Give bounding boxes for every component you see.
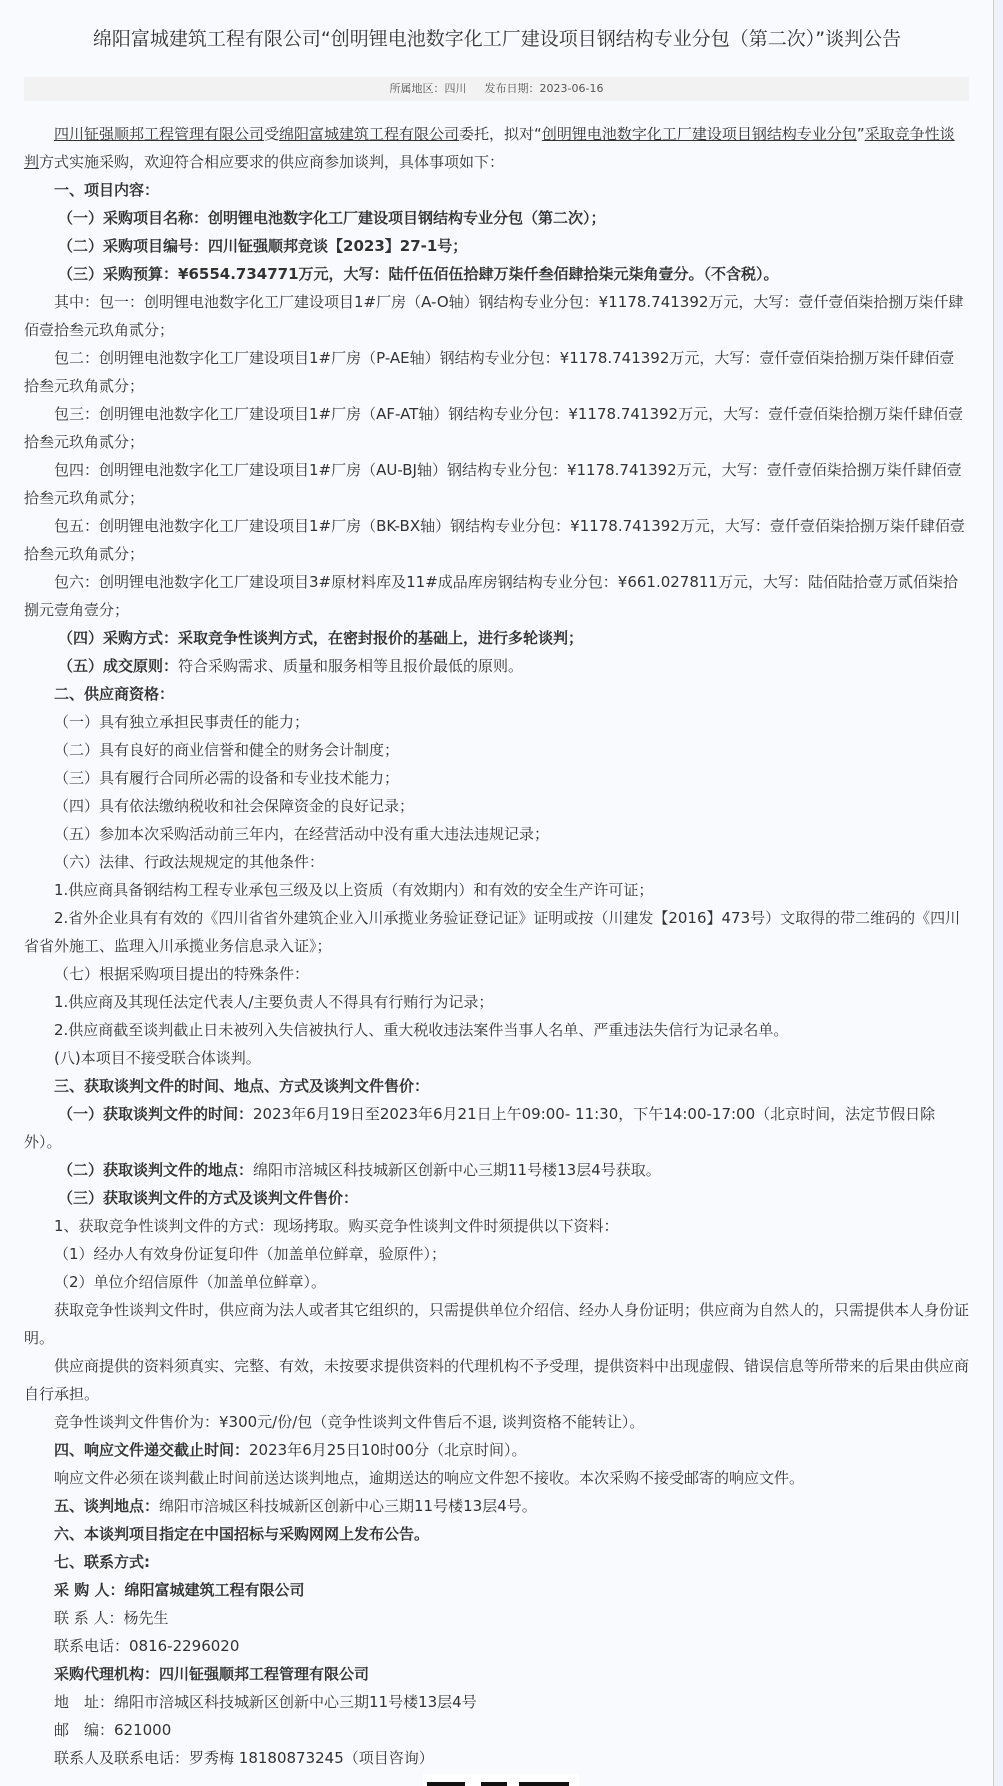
section-heading: 一、项目内容： xyxy=(54,181,160,199)
image-fragment xyxy=(481,1782,507,1786)
embedded-image-cropped xyxy=(423,1774,579,1786)
field-label: （二）获取谈判文件的地点： xyxy=(58,1161,254,1179)
agency-postcode: 邮 编：621000 xyxy=(54,1721,172,1739)
intro-text: ” xyxy=(856,125,865,143)
method-link[interactable]: 采取竞争性谈判 xyxy=(24,125,955,171)
field-label: （一）采购项目名称： xyxy=(58,209,209,227)
project-budget xyxy=(24,260,969,288)
response-deadline xyxy=(24,1436,969,1464)
document-way-item: （1）经办人有效身份证复印件（加盖单位鲜章，验原件）； xyxy=(54,1245,447,1263)
qualification-item: （五）参加本次采购活动前三年内，在经营活动中没有重大违法违规记录； xyxy=(54,825,550,843)
package-item: 包五：创明锂电池数字化工厂建设项目1#厂房（BK-BX轴）钢结构专业分包：¥1178.741392万元，大写：壹仟壹佰柒拾捌万柒仟肆佰壹拾叁元玖角贰分； xyxy=(24,517,965,563)
buyer-phone: 联系电话：0816-2296020 xyxy=(54,1637,240,1655)
field-label: （二）采购项目编号： xyxy=(58,237,209,255)
qualification-item: 1.供应商及其现任法定代表人/主要负责人不得具有行贿行为记录； xyxy=(54,993,494,1011)
region-label: 所属地区：四川 xyxy=(389,82,467,95)
field-label: 五、谈判地点： xyxy=(54,1497,160,1515)
project-link[interactable]: 创明锂电池数字化工厂建设项目钢结构专业分包 xyxy=(541,125,857,143)
field-value: 2023年6月25日10时00分（北京时间）。 xyxy=(249,1441,527,1459)
field-value: 符合采购需求、质量和服务相等且报价最低的原则。 xyxy=(178,657,524,675)
package-item: 包四：创明锂电池数字化工厂建设项目1#厂房（AU-BJ轴）钢结构专业分包：¥1178.741392万元，大写：壹仟壹佰柒拾捌万柒仟肆佰壹拾叁元玖角贰分； xyxy=(24,461,962,507)
agency-address: 地 址：绵阳市涪城区科技城新区创新中心三期11号楼13层4号 xyxy=(54,1693,477,1711)
qualification-item: （四）具有依法缴纳税收和社会保障资金的良好记录； xyxy=(54,797,415,815)
field-label: （三）采购预算： xyxy=(58,265,179,283)
field-value: 四川钲强顺邦竞谈【2023】27-1号； xyxy=(208,237,468,255)
qualification-item: (八)本项目不接受联合体谈判。 xyxy=(54,1049,261,1067)
window-edge-scrollbar[interactable] xyxy=(993,0,1003,1786)
package-item: 其中：包一：创明锂电池数字化工厂建设项目1#厂房（A-O轴）钢结构专业分包：¥1178.741392万元，大写：壹仟壹佰柒拾捌万柒仟肆佰壹拾叁元玖角贰分； xyxy=(24,293,964,339)
page-title: 绵阳富城建筑工程有限公司“创明锂电池数字化工厂建设项目钢结构专业分包（第二次）”谈判公告 xyxy=(92,28,902,50)
document-way-heading: （三）获取谈判文件的方式及谈判文件售价： xyxy=(58,1189,359,1207)
agency xyxy=(24,1660,969,1688)
award-principle xyxy=(24,652,969,680)
project-code xyxy=(24,232,969,260)
agent-link[interactable]: 四川钲强顺邦工程管理有限公司 xyxy=(54,125,265,143)
buyer-contact: 联 系 人：杨先生 xyxy=(54,1609,169,1627)
procurement-method xyxy=(24,624,969,652)
document-price: 竞争性谈判文件售价为：¥300元/份/包（竞争性谈判文件售后不退, 谈判资格不能转让）。 xyxy=(54,1413,645,1431)
field-value: 绵阳富城建筑工程有限公司 xyxy=(124,1581,305,1599)
field-label: （一）获取谈判文件的时间： xyxy=(58,1105,254,1123)
field-value: 绵阳市涪城区科技城新区创新中心三期11号楼13层4号获取。 xyxy=(253,1161,661,1179)
field-label: 采购代理机构： xyxy=(54,1665,160,1683)
meta-bar xyxy=(24,77,969,101)
section-heading: 七、联系方式: xyxy=(54,1553,150,1571)
field-label: （五）成交原则： xyxy=(58,657,179,675)
qualification-item: （三）具有履行合同所必需的设备和专业技术能力； xyxy=(54,769,400,787)
qualification-item: （一）具有独立承担民事责任的能力； xyxy=(54,713,310,731)
field-value: 四川钲强顺邦工程管理有限公司 xyxy=(159,1665,370,1683)
qualification-item: （二）具有良好的商业信誉和健全的财务会计制度； xyxy=(54,741,400,759)
publish-date: 发布日期：2023-06-16 xyxy=(484,82,604,95)
field-value: 2023年6月19日至2023年6月21日上午09:00- 11:30，下午14:00-17:00（北京时间，法定节假日除外）。 xyxy=(24,1105,936,1151)
buyer xyxy=(24,1576,969,1604)
negotiation-place xyxy=(24,1492,969,1520)
field-value: 绵阳市涪城区科技城新区创新中心三期11号楼13层4号。 xyxy=(159,1497,537,1515)
document-note: 获取竞争性谈判文件时，供应商为法人或者其它组织的，只需提供单位介绍信、经办人身份证明；供应商为自然人的，只需提供本人身份证明。 xyxy=(24,1301,970,1347)
document-place xyxy=(24,1156,969,1184)
section-heading: 二、供应商资格： xyxy=(54,685,175,703)
image-fragment xyxy=(519,1782,569,1786)
section-heading: 六、本谈判项目指定在中国招标与采购网网上发布公告。 xyxy=(54,1525,430,1543)
document-time xyxy=(24,1100,969,1156)
field-value: 采取竞争性谈判方式，在密封报价的基础上，进行多轮谈判； xyxy=(178,629,584,647)
section-heading: 三、获取谈判文件的时间、地点、方式及谈判文件售价： xyxy=(54,1077,430,1095)
intro-text: 方式实施采购，欢迎符合相应要求的供应商参加谈判，具体事项如下： xyxy=(39,153,505,171)
qualification-item: 1.供应商具备钢结构工程专业承包三级及以上资质（有效期内）和有效的安全生产许可证； xyxy=(54,881,654,899)
field-label: 四、响应文件递交截止时间： xyxy=(54,1441,250,1459)
intro-text: 委托，拟对“ xyxy=(459,125,542,143)
agency-contact: 联系人及联系电话：罗秀梅 18180873245（项目咨询） xyxy=(54,1749,434,1767)
field-label: 采 购 人： xyxy=(54,1581,125,1599)
qualification-item: 2.供应商截至谈判截止日未被列入失信被执行人、重大税收违法案件当事人名单、严重违法失信行为记录名单。 xyxy=(54,1021,789,1039)
image-fragment xyxy=(427,1782,465,1786)
qualification-item: 2.省外企业具有有效的《四川省省外建筑企业入川承揽业务验证登记证》证明或按（川建发【2016】473号）文取得的带二维码的《四川省省外施工、监理入川承揽业务信息录入证》； xyxy=(24,909,961,955)
client-link[interactable]: 绵阳富城建筑工程有限公司 xyxy=(279,125,460,143)
response-note: 响应文件必须在谈判截止时间前送达谈判地点，逾期送达的响应文件恕不接收。本次采购不接受邮寄的响应文件。 xyxy=(54,1469,805,1487)
field-value: 创明锂电池数字化工厂建设项目钢结构专业分包（第二次）； xyxy=(208,209,606,227)
package-item: 包三：创明锂电池数字化工厂建设项目1#厂房（AF-AT轴）钢结构专业分包：¥1178.741392万元，大写：壹仟壹佰柒拾捌万柒仟肆佰壹拾叁元玖角贰分； xyxy=(24,405,964,451)
intro-text: 受 xyxy=(264,125,280,143)
field-label: （四）采购方式： xyxy=(58,629,179,647)
field-value: ¥6554.734771万元，大写：陆仟伍佰伍拾肆万柒仟叁佰肆拾柒元柒角壹分。（不含税）。 xyxy=(178,265,779,283)
document-way-item: 1、获取竞争性谈判文件的方式：现场拷取。购买竞争性谈判文件时须提供以下资料： xyxy=(54,1217,619,1235)
document-note: 供应商提供的资料须真实、完整、有效，未按要求提供资料的代理机构不予受理，提供资料中出现虚假、错误信息等所带来的后果由供应商自行承担。 xyxy=(24,1357,970,1403)
intro-paragraph xyxy=(24,120,969,176)
package-item: 包六：创明锂电池数字化工厂建设项目3#原材料库及11#成品库房钢结构专业分包：¥661.027811万元，大写：陆佰陆拾壹万贰佰柒拾捌元壹角壹分； xyxy=(24,573,958,619)
package-item: 包二：创明锂电池数字化工厂建设项目1#厂房（P-AE轴）钢结构专业分包：¥1178.741392万元，大写：壹仟壹佰柒拾捌万柒仟肆佰壹拾叁元玖角贰分； xyxy=(24,349,955,395)
document-way-item: （2）单位介绍信原件（加盖单位鲜章）。 xyxy=(54,1273,327,1291)
project-name xyxy=(24,204,969,232)
qualification-item: （六）法律、行政法规规定的其他条件： xyxy=(54,853,325,871)
announcement-body xyxy=(24,120,969,1772)
qualification-item: （七）根据采购项目提出的特殊条件： xyxy=(54,965,310,983)
